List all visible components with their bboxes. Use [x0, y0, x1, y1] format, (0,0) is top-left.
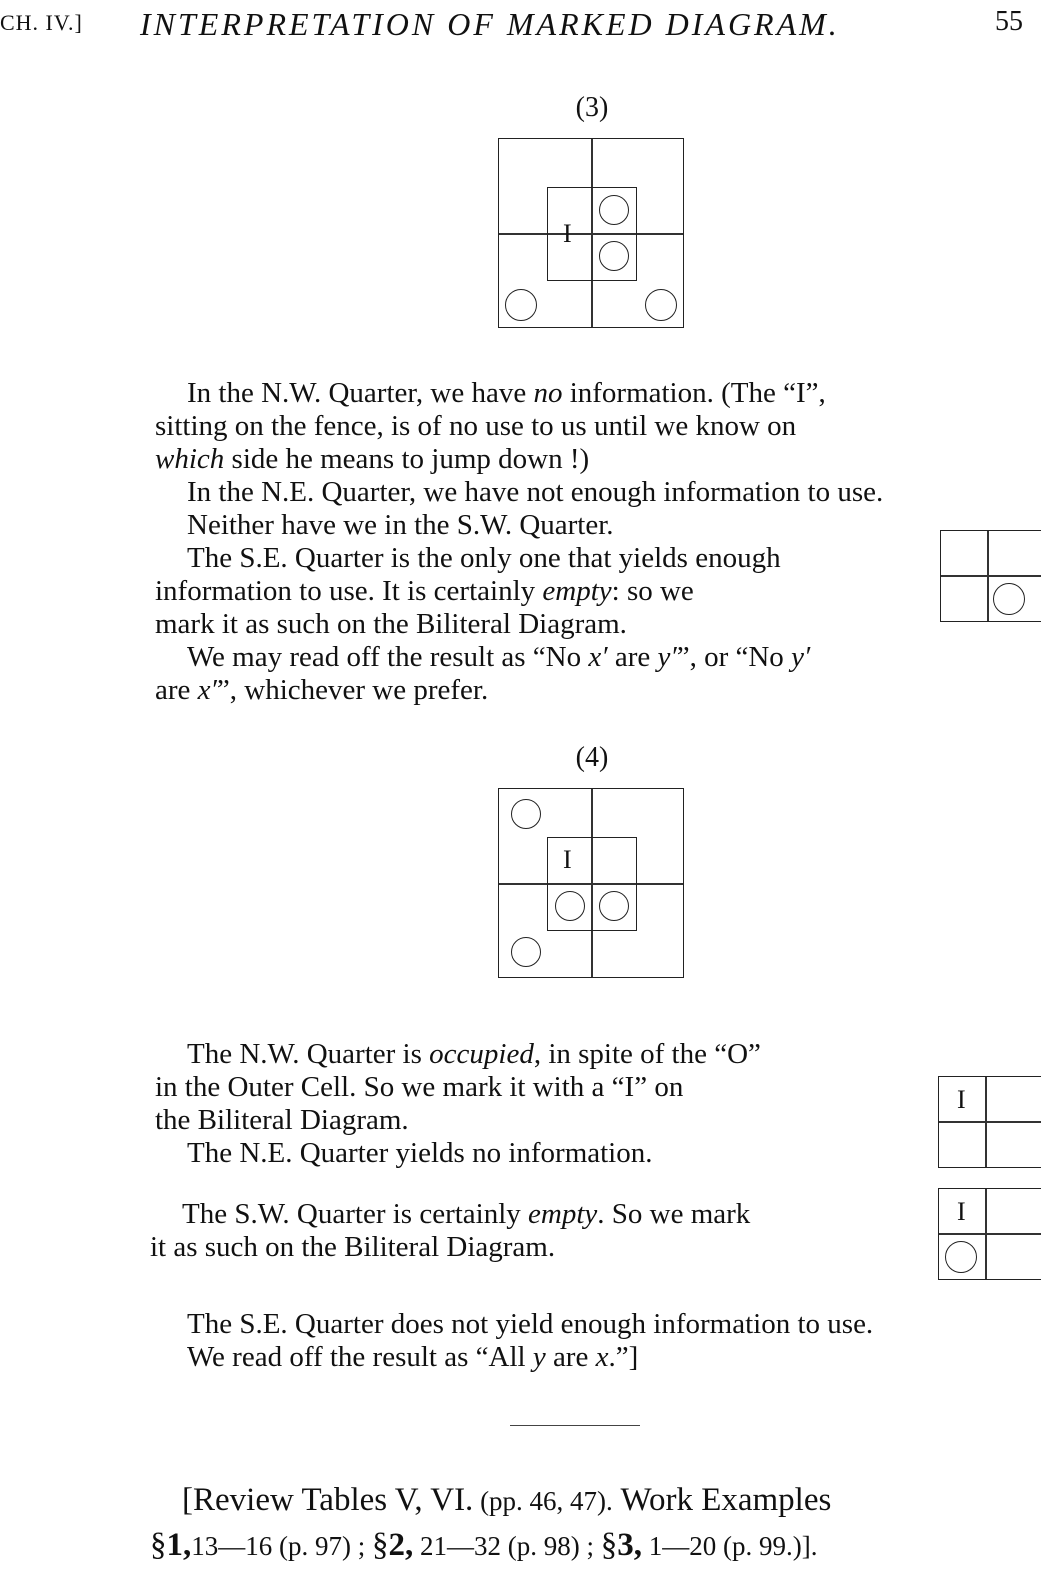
paragraph-section4-c: The S.E. Quarter does not yield enough information to use. We read off the result as “All y are x.”]	[187, 1308, 874, 1373]
chapter-ref: CH. IV.]	[0, 10, 83, 35]
mark-I: I	[957, 1085, 966, 1114]
mark-I: I	[563, 845, 572, 874]
biliteral-diagram-4b	[938, 1188, 1041, 1280]
paragraph-section4-a: The N.W. Quarter is occupied, in spite of the “O” in the Outer Cell. So we mark it with a “I” on the Biliteral Diagram. The N.E. Quarter yields no information.	[155, 1038, 761, 1169]
biliteral-diagram-4a	[938, 1076, 1041, 1168]
diagram-4-label: (4)	[575, 742, 609, 773]
biliteral-diagram-3	[940, 530, 1041, 622]
circle-mark	[599, 241, 629, 271]
paragraph-section4-b: The S.W. Quarter is certainly empty. So we mark it as such on the Biliteral Diagram.	[150, 1198, 751, 1263]
mini-horizontal	[939, 1233, 1041, 1235]
page-header	[0, 6, 1041, 46]
diagram-3-label: (3)	[575, 92, 609, 123]
circle-mark	[993, 583, 1025, 615]
circle-mark	[505, 289, 537, 321]
circle-mark	[945, 1241, 977, 1273]
circle-mark	[599, 195, 629, 225]
review-note: [Review Tables V, VI. (pp. 46, 47). Work Examples §1,13—16 (p. 97) ; §2, 21—32 (p. 98) ; §3, 1—20 (p. 99.)].	[150, 1478, 831, 1568]
running-title: INTERPRETATION OF MARKED DIAGRAM.	[140, 6, 840, 42]
work-examples-list: §1,13—16 (p. 97) ; §2, 21—32 (p. 98) ; §3, 1—20 (p. 99.)].	[150, 1527, 818, 1563]
diagram-3	[498, 138, 684, 328]
circle-mark	[555, 891, 585, 921]
diagram-4	[498, 788, 684, 978]
mark-I: I	[957, 1197, 966, 1226]
circle-mark	[645, 289, 677, 321]
paragraph-nw: In the N.W. Quarter, we have no information. (The “I”, sitting on the fence, is of no use to us until we know on which side he means to jump down !) In the N.E. Quarter, we have not enough information to use. Neither have we in the S.W. Quarter. The S.E. Quarter is the only one that yields enough information to use. It is certainly empty: so we mark it as such on the Biliteral Diagram. We may read off the result as “No x′ are y′”, or “No y′ are x′”, whichever we prefer.	[155, 377, 884, 706]
circle-mark	[599, 891, 629, 921]
page-number: 55	[995, 6, 1023, 37]
circle-mark	[511, 799, 541, 829]
circle-mark	[511, 937, 541, 967]
mini-horizontal	[941, 575, 1041, 577]
section-divider	[510, 1425, 640, 1426]
mini-horizontal	[939, 1121, 1041, 1123]
mark-I: I	[563, 219, 572, 248]
